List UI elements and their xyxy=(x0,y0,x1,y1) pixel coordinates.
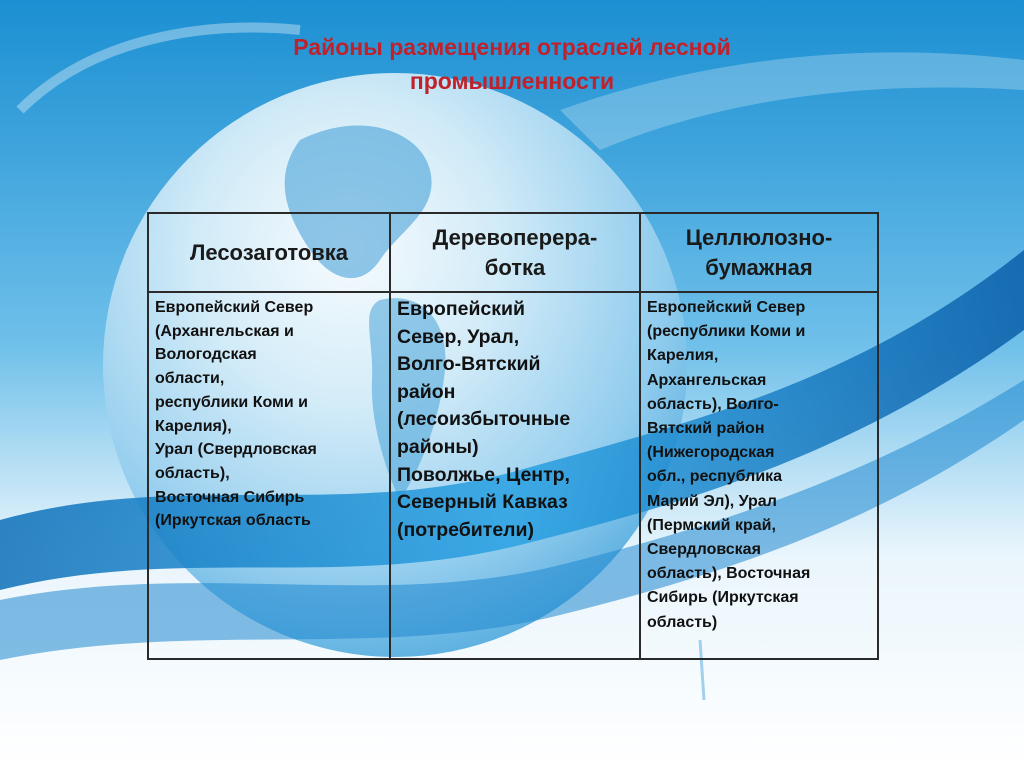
header-woodworking: Деревоперера- ботка xyxy=(432,224,598,280)
cell-pulp-paper-regions: Европейский Север (республики Коми и Карелия, Архангельская область), Волго- Вятский район (Нижегородская обл., республика Марий Эл), Урал (Пермский край, Свердловская область), Восточная Сибирь (Иркутская область) xyxy=(647,299,811,631)
header-pulp-paper: Целлюлозно- бумажная xyxy=(685,224,833,280)
title-line-2: промышленности xyxy=(409,68,615,94)
header-logging: Лесозаготовка xyxy=(189,239,349,265)
slide-title xyxy=(150,30,874,98)
title-line-1: Районы размещения отраслей лесной xyxy=(293,34,731,60)
header-divider xyxy=(149,291,877,293)
cell-logging-regions: Европейский Север (Архангельская и Вологодская области, республики Коми и Карелия), Урал (Свердловская область), Восточная Сибирь (Иркутская область xyxy=(155,299,317,530)
cell-woodworking-regions: Европейский Север, Урал, Волго-Вятский район (лесоизбыточные районы) Поволжье, Центр, Северный Кавказ (потребители) xyxy=(397,298,571,541)
regions-table xyxy=(147,212,879,660)
